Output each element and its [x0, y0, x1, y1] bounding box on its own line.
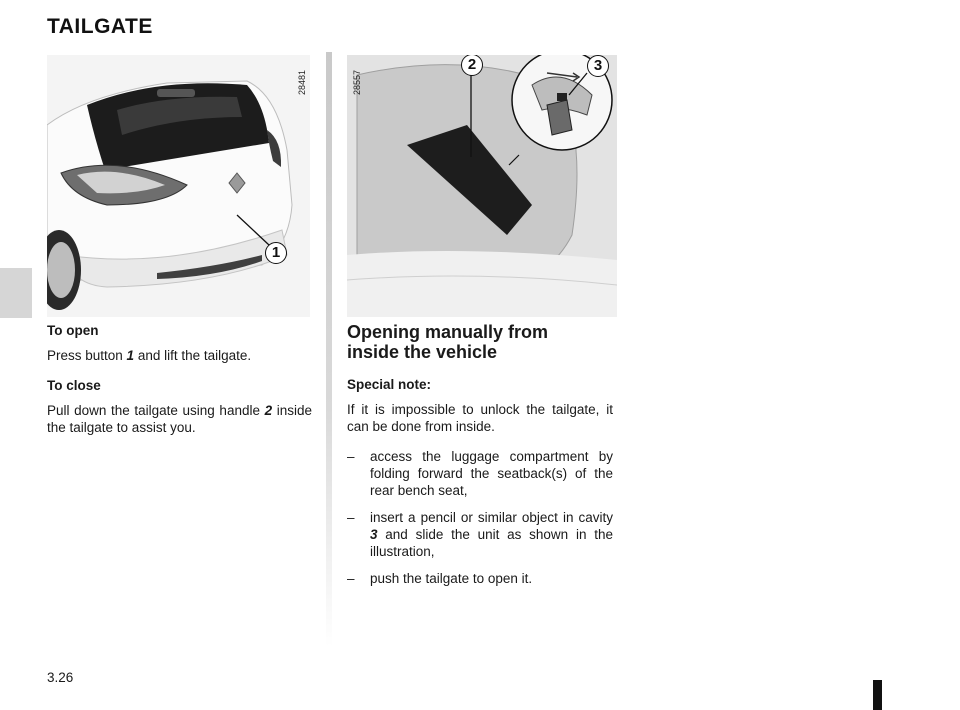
section-heading: Opening manually from inside the vehicle — [347, 322, 549, 362]
open-heading: To open — [47, 323, 99, 338]
callout-3: 3 — [587, 55, 609, 77]
bullet-item: – access the luggage compartment by folding forward the seatback(s) of the rear bench seat, — [347, 449, 613, 498]
car-rear-drawing — [47, 55, 310, 317]
open-instruction: Press button 1 and lift the tailgate. — [47, 348, 252, 363]
tailgate-inside-illustration — [347, 55, 617, 317]
note-text: If it is impossible to unlock the tailgate, it can be done from inside. — [347, 402, 613, 434]
left-text-column — [47, 322, 312, 449]
note-heading: Special note: — [347, 377, 432, 392]
callout-2: 2 — [461, 55, 483, 76]
bullet-item: – push the tailgate to open it. — [347, 571, 533, 586]
figure-ref-left: 28481 — [297, 69, 307, 95]
callout-1: 1 — [265, 242, 287, 264]
close-instruction: Pull down the tailgate using handle 2 inside the tailgate to assist you. — [47, 403, 312, 435]
bullet-item: – insert a pencil or similar object in cavity 3 and slide the unit as shown in the illustration, — [347, 510, 613, 559]
column-divider — [326, 52, 332, 647]
figure-ref-right: 28557 — [352, 69, 362, 95]
corner-mark — [873, 680, 882, 710]
chapter-tab — [0, 268, 32, 318]
page-number: 3.26 — [47, 670, 74, 685]
close-heading: To close — [47, 378, 101, 393]
page-title: TAILGATE — [47, 15, 153, 38]
rear-car-illustration — [47, 55, 310, 317]
right-text-column — [347, 322, 613, 597]
tailgate-drawing — [347, 55, 617, 317]
